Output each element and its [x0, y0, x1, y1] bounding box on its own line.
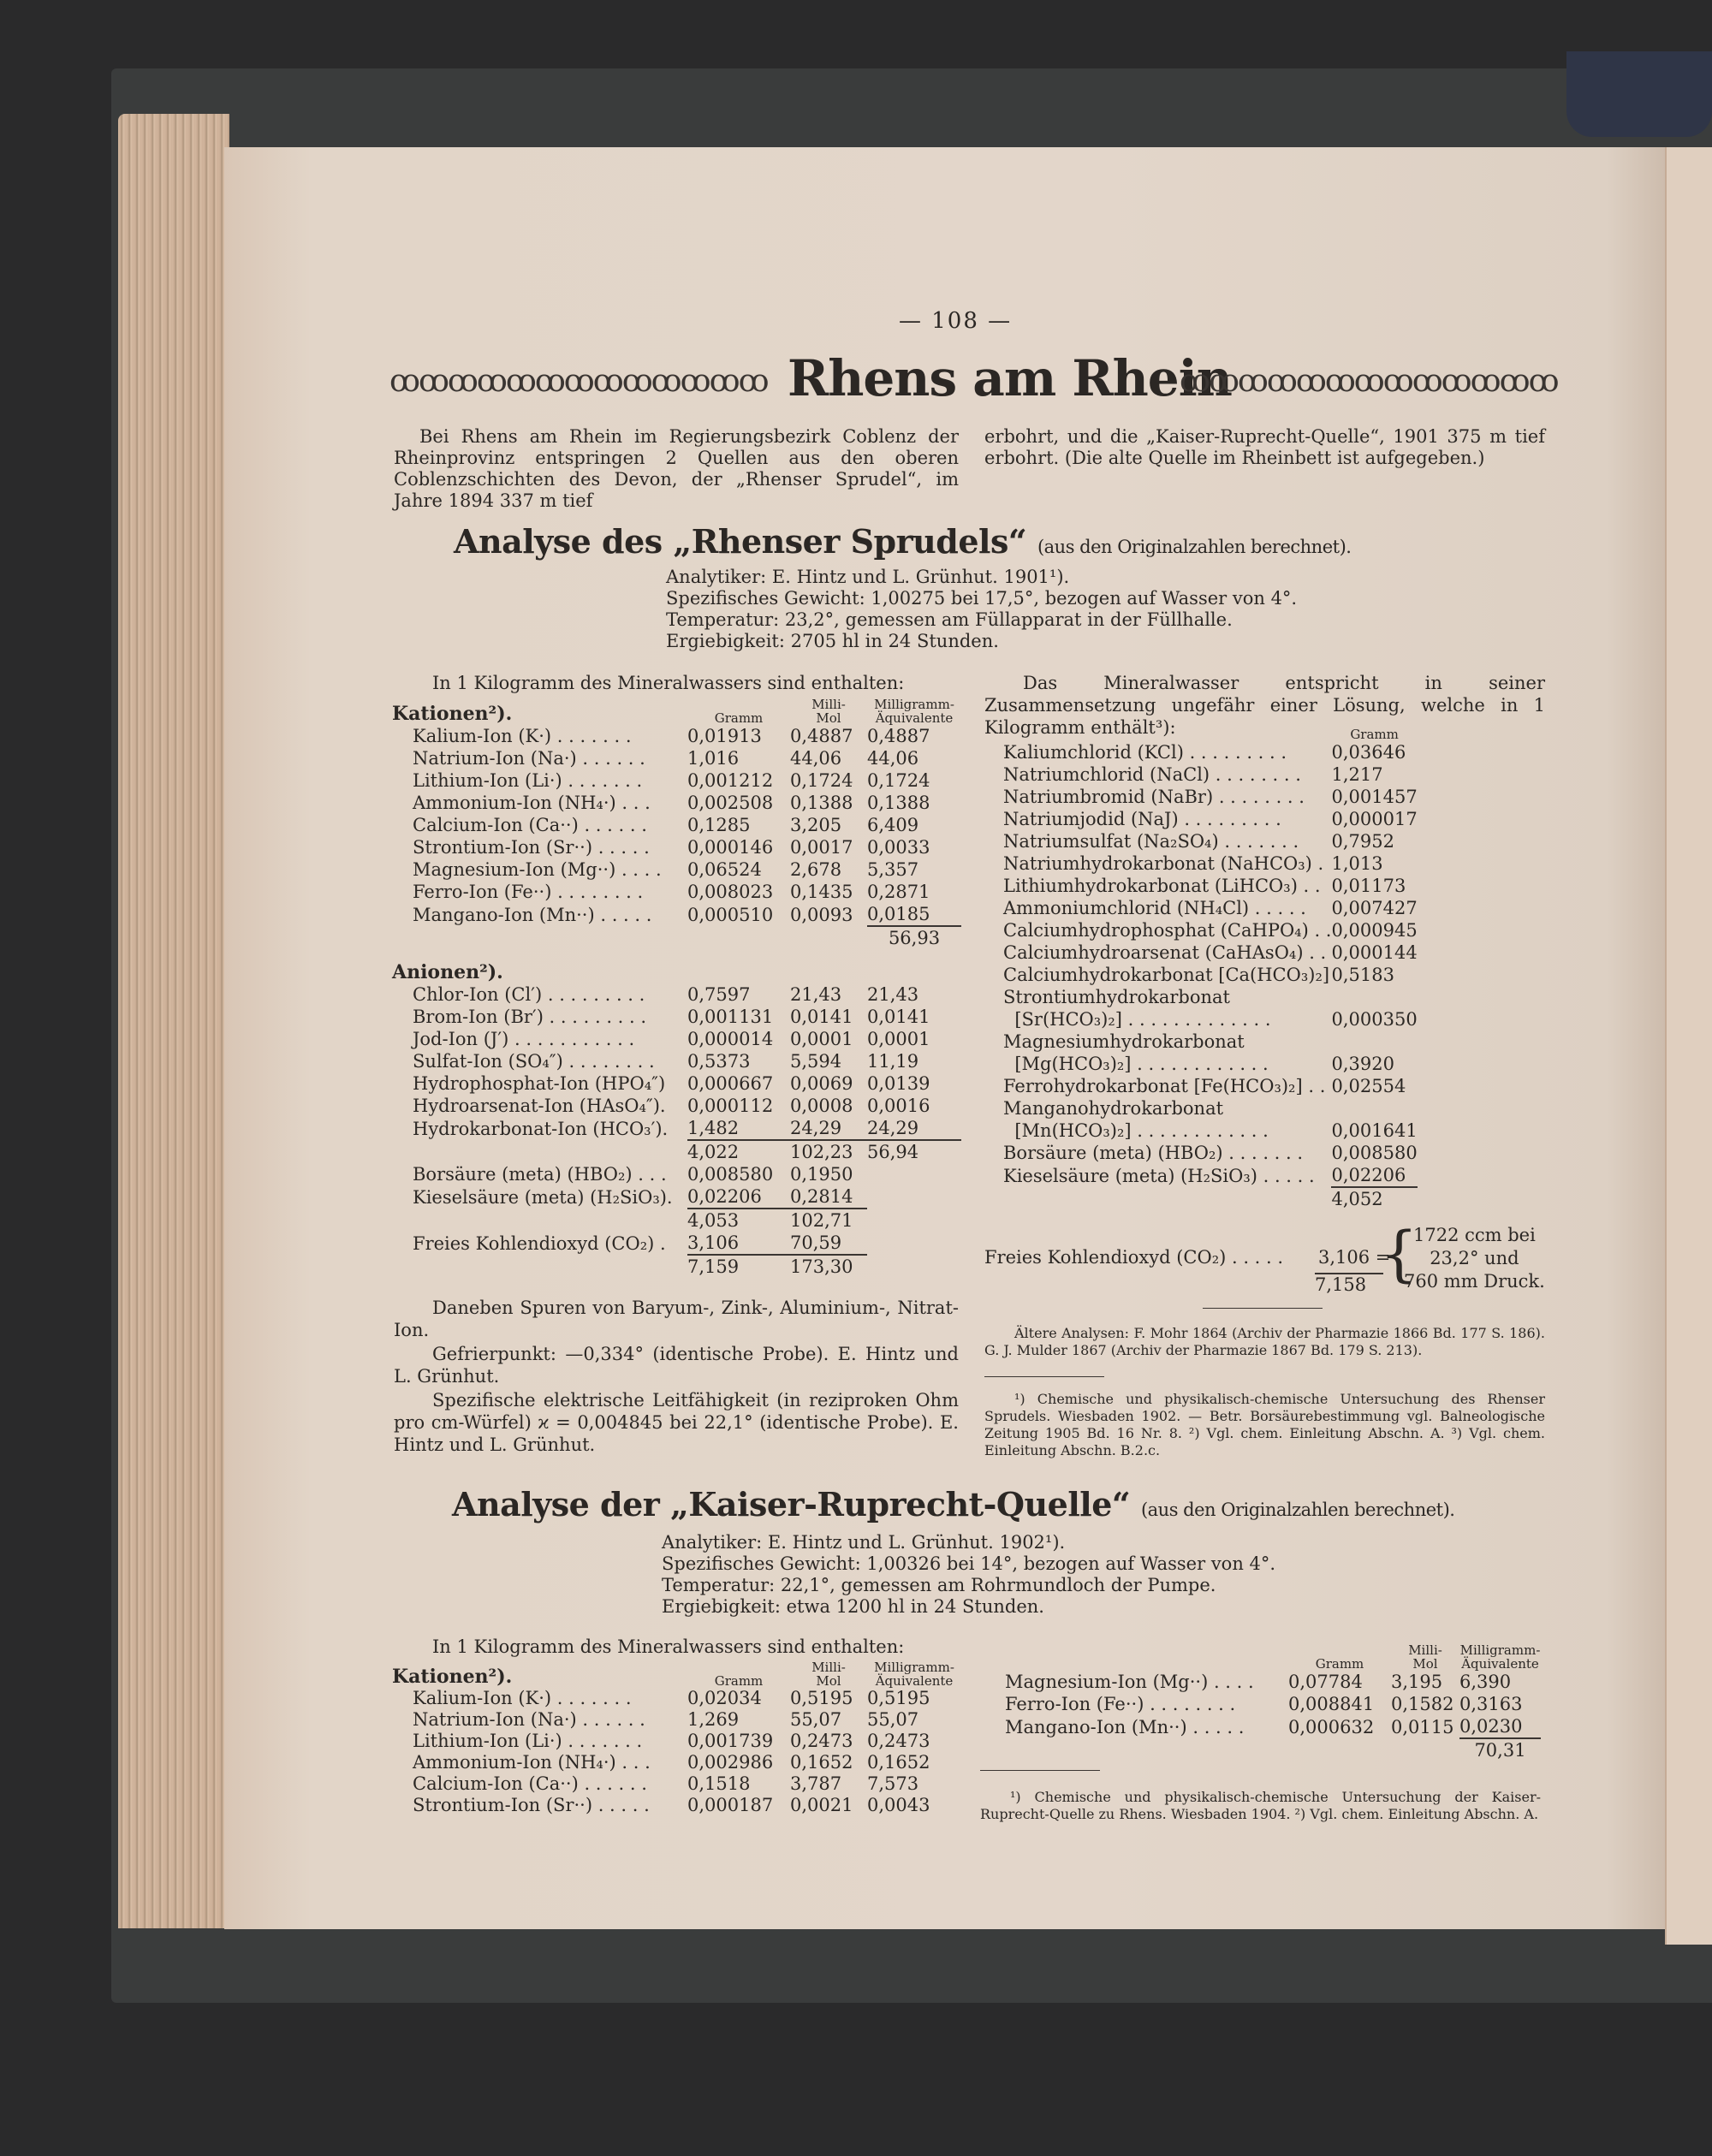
meta2-gewicht: Spezifisches Gewicht: 1,00326 bei 14°, bezogen auf Wasser von 4°. [662, 1553, 1276, 1574]
table-row [983, 1030, 1418, 1053]
page-title: Rhens am Rhein [788, 349, 1232, 407]
aeltere-analysen: Ältere Analysen: F. Mohr 1864 (Archiv der Pharmazie 1866 Bd. 177 S. 186). G. J. Mulder 1867 (Archiv der Pharmazie 1867 Bd. 179 S. 213). [984, 1325, 1545, 1358]
footnote2-divider [980, 1770, 1100, 1771]
table-row [392, 858, 961, 881]
table-row [983, 1097, 1418, 1120]
meta2-ergiebigkeit: Ergiebigkeit: etwa 1200 hl in 24 Stunden. [662, 1596, 1044, 1617]
cell-mmol: 0,0141 [790, 1007, 853, 1027]
cell-meq: 6,390 [1459, 1672, 1512, 1692]
cell-mmol: 0,0093 [790, 905, 853, 925]
row-label: Mangano-Ion (Mn··) . . . . . [413, 905, 652, 925]
cell-g: 0,000667 [687, 1073, 774, 1094]
row-label: Manganohydrokarbonat [1003, 1098, 1224, 1119]
table-row [392, 1795, 961, 1816]
cell-g: 0,5373 [687, 1051, 751, 1072]
row-label: Sulfat-Ion (SO₄″) . . . . . . . . [413, 1051, 655, 1072]
page-edge-stack [118, 114, 229, 1928]
cell-meq: 0,2871 [867, 882, 930, 902]
col2-mval-2: Äquivalente [875, 1673, 954, 1689]
sauren-sum-g: 4,053 [687, 1209, 790, 1232]
table-row [392, 725, 961, 747]
table-row [392, 1752, 961, 1773]
col-millimol-1: Milli- [811, 697, 846, 712]
cell-g: 0,06524 [687, 859, 762, 880]
cell-meq: 0,0185 [867, 904, 930, 924]
cell-g: 0,02206 [687, 1186, 762, 1207]
analysis2-ion-table-left [392, 1660, 961, 1816]
row-label: Natriumhydrokarbonat (NaHCO₃) . [1003, 853, 1324, 874]
cell-meq: 6,409 [867, 815, 919, 835]
salt-co2-label: Freies Kohlendioxyd (CO₂) . . . . . [984, 1247, 1284, 1268]
row-label: Strontium-Ion (Sr··) . . . . . [413, 1795, 650, 1815]
cell-mmol: 0,5195 [790, 1688, 853, 1708]
table-row [392, 1006, 961, 1028]
table-row [983, 1164, 1418, 1187]
table-row [983, 1008, 1418, 1030]
cell-g: 0,7597 [687, 984, 751, 1005]
table-row [983, 919, 1418, 941]
cell-g: 0,000014 [687, 1029, 774, 1049]
col2-gramm: Gramm [714, 1673, 764, 1689]
co2-volume-3: 760 mm Druck. [1404, 1271, 1545, 1292]
kationen2-sum-meq: 70,31 [1459, 1738, 1541, 1761]
ionen-sum-meq: 56,94 [867, 1140, 961, 1163]
table-row [392, 814, 961, 836]
table-row [392, 792, 961, 814]
cell-meq: 0,5195 [867, 1688, 930, 1708]
cell-g: 0,001641 [1331, 1120, 1418, 1141]
row-label: [Mg(HCO₃)₂] . . . . . . . . . . . . [1003, 1054, 1269, 1074]
meta-analytiker: Analytiker: E. Hintz und L. Grünhut. 1901¹). [666, 567, 1070, 587]
cell-g: 0,002986 [687, 1752, 774, 1773]
row-label: Hydroarsenat-Ion (HAsO₄″). [413, 1096, 666, 1116]
cell-meq: 11,19 [867, 1051, 919, 1072]
cell-g [1331, 986, 1417, 1008]
analysis1-footnotes: ¹) Chemische und physikalisch-chemische Untersuchung des Rhenser Sprudels. Wiesbaden 1902. — Betr. Borsäurebestimmung vgl. Balneologische Zeitung 1905 Bd. 16 Nr. 8. ²) Vgl. chem. Einleitung Abschn. A. ³) Vgl. chem. Einleitung Abschn. B.2.c. [984, 1391, 1545, 1458]
cell-g: 0,000017 [1331, 809, 1418, 829]
table-row [392, 1773, 961, 1795]
cell-meq: 0,0033 [867, 837, 930, 858]
table-row [392, 1163, 961, 1185]
row-label: Natriumsulfat (Na₂SO₄) . . . . . . . [1003, 831, 1299, 852]
cell-g: 0,02554 [1331, 1076, 1406, 1096]
table-row [392, 747, 961, 769]
analysis1-title: Analyse des „Rhenser Sprudels“ [454, 522, 1027, 561]
row-label: Jod-Ion (J′) . . . . . . . . . . . [413, 1029, 635, 1049]
cell-g: 0,02034 [687, 1688, 762, 1708]
cell-g: 0,008841 [1288, 1694, 1375, 1714]
salt-table [983, 728, 1418, 1210]
kationen-label: Kationen²). [392, 703, 513, 725]
co2-row [392, 1232, 961, 1255]
cell-g: 0,008580 [687, 1164, 774, 1185]
analysis2-footnotes: ¹) Chemische und physikalisch-chemische Untersuchung der Kaiser-Ruprecht-Quelle zu Rhens. Wiesbaden 1904. ²) Vgl. chem. Einleitung Abschn. A. [980, 1789, 1541, 1822]
table-row [392, 836, 961, 858]
cell-g: 0,008023 [687, 882, 774, 902]
col3-millimol-2: Mol [1412, 1656, 1438, 1672]
cell-mmol: 0,2814 [790, 1186, 853, 1207]
cell-g: 0,07784 [1288, 1672, 1363, 1692]
analysis2-meta [662, 1532, 1275, 1618]
cell-g: 0,7952 [1331, 831, 1394, 852]
row-label: Kalium-Ion (K·) . . . . . . . [413, 1688, 632, 1708]
cell-g: 0,001212 [687, 770, 774, 791]
cell-g [1331, 1097, 1417, 1120]
col-mval [867, 698, 961, 725]
book-spine-ribbon [1566, 51, 1712, 137]
cell-mmol: 5,594 [790, 1051, 842, 1072]
cell-meq: 0,0043 [867, 1795, 930, 1815]
table-row [983, 1120, 1418, 1142]
row-label: Mangano-Ion (Mn··) . . . . . [1005, 1717, 1245, 1737]
total-g: 7,159 [687, 1255, 790, 1278]
cell-g: 0,1518 [687, 1773, 751, 1794]
row-label: Natriumbromid (NaBr) . . . . . . . . [1003, 787, 1305, 807]
col3-mval-1: Milligramm- [1459, 1642, 1541, 1658]
analysis1-intro-line: In 1 Kilogramm des Mineralwassers sind enthalten: [432, 673, 905, 693]
ornament-left: ꝏꝏꝏꝏꝏꝏꝏꝏꝏꝏꝏꝏꝏ [389, 364, 768, 399]
row-label: Calciumhydroarsenat (CaHAsO₄) . . [1003, 942, 1327, 963]
table-row [392, 769, 961, 792]
table-row [392, 1095, 961, 1117]
cell-g: 1,269 [687, 1709, 740, 1730]
row-label: Hydrokarbonat-Ion (HCO₃′). [413, 1119, 669, 1139]
cell-meq: 0,1724 [867, 770, 930, 791]
col2-millimol-1: Milli- [811, 1660, 846, 1675]
table-row [984, 1671, 1541, 1693]
table-row [983, 964, 1418, 986]
page-number: — 108 — [899, 308, 1013, 334]
cell-mmol: 24,29 [790, 1118, 842, 1138]
co2-mmol: 70,59 [790, 1232, 842, 1253]
cell-meq: 55,07 [867, 1709, 919, 1730]
row-label: Lithium-Ion (Li·) . . . . . . . [413, 770, 643, 791]
co2-volume-2: 23,2° und [1430, 1248, 1519, 1268]
row-label: Hydrophosphat-Ion (HPO₄″) [413, 1073, 666, 1094]
cell-g: 0,002508 [687, 793, 774, 813]
cell-g: 0,03646 [1331, 742, 1406, 763]
analysis2-title: Analyse der „Kaiser-Ruprecht-Quelle“ [452, 1485, 1131, 1523]
cell-mmol: 0,1582 [1391, 1694, 1454, 1714]
analysis2-heading [452, 1485, 1454, 1523]
analysis2-intro-line: In 1 Kilogramm des Mineralwassers sind enthalten: [432, 1636, 905, 1657]
table-row [984, 1693, 1541, 1715]
cell-g: 0,3920 [1331, 1054, 1394, 1074]
cell-mmol: 44,06 [790, 748, 842, 769]
table-row [392, 1185, 961, 1209]
cell-g: 0,007427 [1331, 898, 1418, 918]
salt-intro: Das Mineralwasser entspricht in seiner Zusammensetzung ungefähr einer Lösung, welche in 1 Kilogramm enthält³): [984, 673, 1545, 738]
meta-ergiebigkeit: Ergiebigkeit: 2705 hl in 24 Stunden. [666, 631, 999, 651]
col2-millimol-2: Mol [816, 1673, 841, 1689]
table-row [392, 903, 961, 926]
analysis2-subtitle: (aus den Originalzahlen berechnet). [1140, 1500, 1455, 1520]
analysis1-notes [394, 1297, 959, 1456]
table-row [983, 763, 1418, 786]
row-label: Ferro-Ion (Fe··) . . . . . . . . [1005, 1694, 1236, 1714]
col3-millimol [1391, 1643, 1459, 1671]
cell-mmol: 3,205 [790, 815, 842, 835]
cell-meq: 24,29 [867, 1118, 919, 1138]
note-leitfaehigkeit: Spezifische elektrische Leitfähigkeit (in reziproken Ohm pro cm-Würfel) ϰ = 0,004845 bei 22,1° (identische Probe). E. Hintz und L. Grünhut. [394, 1390, 959, 1455]
col3-mval-2: Äquivalente [1461, 1656, 1539, 1672]
table-row [983, 897, 1418, 919]
kationen2-label: Kationen²). [392, 1666, 513, 1688]
row-label: Brom-Ion (Br′) . . . . . . . . . [413, 1007, 647, 1027]
cell-meq: 0,1652 [867, 1752, 930, 1773]
table-row [392, 1709, 961, 1731]
row-label: Ferro-Ion (Fe··) . . . . . . . . [413, 882, 644, 902]
cell-g [1331, 1030, 1417, 1053]
col3-mval [1459, 1643, 1541, 1671]
row-label: Ammoniumchlorid (NH₄Cl) . . . . . [1003, 898, 1306, 918]
table-row [392, 881, 961, 903]
row-label: Strontium-Ion (Sr··) . . . . . [413, 837, 650, 858]
table-row [983, 1075, 1418, 1097]
table-row [983, 1053, 1418, 1075]
divider [1203, 1308, 1323, 1309]
table-row [983, 875, 1418, 897]
cell-g: 0,001739 [687, 1731, 774, 1751]
cell-meq: 7,573 [867, 1773, 919, 1794]
table-row [984, 1715, 1541, 1738]
cell-g: 1,217 [1331, 764, 1383, 785]
row-label: Magnesium-Ion (Mg··) . . . . [1005, 1672, 1254, 1692]
table-row [983, 986, 1418, 1008]
cell-meq: 0,0001 [867, 1029, 930, 1049]
table-row [983, 741, 1418, 763]
anionen-label: Anionen²). [392, 961, 503, 983]
col2-millimol [790, 1660, 867, 1688]
cell-mmol: 0,1388 [790, 793, 853, 813]
cell-mmol: 2,678 [790, 859, 842, 880]
cell-mmol: 0,0017 [790, 837, 853, 858]
row-label: Calciumhydrokarbonat [Ca(HCO₃)₂] [1003, 965, 1330, 985]
cell-mmol: 0,0115 [1391, 1717, 1454, 1737]
meta-temperatur: Temperatur: 23,2°, gemessen am Füllapparat in der Füllhalle. [666, 609, 1233, 630]
row-label: [Mn(HCO₃)₂] . . . . . . . . . . . . [1003, 1120, 1269, 1141]
row-label: Magnesium-Ion (Mg··) . . . . [413, 859, 662, 880]
cell-g: 0,000632 [1288, 1717, 1375, 1737]
cell-mmol: 0,1435 [790, 882, 853, 902]
analysis1-meta [666, 567, 1297, 652]
cell-mmol: 0,1950 [790, 1164, 853, 1185]
cell-g: 1,482 [687, 1118, 740, 1138]
cell-g: 1,013 [1331, 853, 1383, 874]
analysis1-heading [454, 522, 1351, 561]
row-label: Lithium-Ion (Li·) . . . . . . . [413, 1731, 643, 1751]
cell-mmol: 55,07 [790, 1709, 842, 1730]
cell-meq: 44,06 [867, 748, 919, 769]
cell-g: 0,02206 [1331, 1165, 1406, 1185]
meta-gewicht: Spezifisches Gewicht: 1,00275 bei 17,5°, bezogen auf Wasser von 4°. [666, 588, 1298, 609]
cell-mmol: 0,2473 [790, 1731, 853, 1751]
row-label: Kieselsäure (meta) (H₂SiO₃). [413, 1187, 673, 1208]
table-row [392, 1050, 961, 1072]
co2-volume [1404, 1224, 1545, 1293]
cell-mmol: 3,787 [790, 1773, 842, 1794]
cell-meq: 5,357 [867, 859, 919, 880]
cell-mmol: 0,0001 [790, 1029, 853, 1049]
cell-g: 0,1285 [687, 815, 751, 835]
salt-co2-value: 3,106 = [1318, 1247, 1391, 1268]
table-row [392, 1072, 961, 1095]
table-row [392, 1731, 961, 1752]
row-label: Natriumjodid (NaJ) . . . . . . . . . [1003, 809, 1281, 829]
cell-meq: 0,4887 [867, 726, 930, 746]
col-mval-1: Milligramm- [874, 697, 954, 712]
table-row [392, 1028, 961, 1050]
col3-millimol-1: Milli- [1408, 1642, 1442, 1658]
cell-meq: 0,2473 [867, 1731, 930, 1751]
ionen-sum-g: 4,022 [687, 1140, 790, 1163]
cell-g: 0,01173 [1331, 876, 1406, 896]
table-row [392, 1688, 961, 1709]
facing-page-edge [1665, 147, 1712, 1945]
row-label: Natrium-Ion (Na·) . . . . . . [413, 748, 645, 769]
salt-total: 7,158 [1315, 1273, 1383, 1295]
col2-mval-1: Milligramm- [874, 1660, 954, 1675]
row-label: Calciumhydrophosphat (CaHPO₄) . . [1003, 920, 1332, 941]
intro-right: erbohrt, und die „Kaiser-Ruprecht-Quelle“, 1901 375 m tief erbohrt. (Die alte Quelle im Rheinbett ist aufgegeben.) [984, 426, 1545, 468]
row-label: Natrium-Ion (Na·) . . . . . . [413, 1709, 645, 1730]
cell-g: 0,008580 [1331, 1143, 1418, 1163]
brace-icon: { [1380, 1219, 1418, 1289]
ornament-right: ꝏꝏꝏꝏꝏꝏꝏꝏꝏꝏꝏꝏꝏ [1180, 364, 1558, 399]
row-label: Chlor-Ion (Cl′) . . . . . . . . . [413, 984, 645, 1005]
salt-sum: 4,052 [1331, 1187, 1417, 1210]
cell-mmol: 0,1724 [790, 770, 853, 791]
cell-g: 0,5183 [1331, 965, 1394, 985]
row-label: Strontiumhydrokarbonat [1003, 987, 1230, 1007]
table-row [983, 808, 1418, 830]
row-label: Ferrohydrokarbonat [Fe(HCO₃)₂] . . [1003, 1076, 1326, 1096]
cell-g: 0,000510 [687, 905, 774, 925]
cell-g: 0,000112 [687, 1096, 774, 1116]
row-label: Ammonium-Ion (NH₄·) . . . [413, 793, 651, 813]
total-mmol: 173,30 [790, 1255, 867, 1278]
row-label: Calcium-Ion (Ca··) . . . . . . [413, 1773, 647, 1794]
col2-mval [867, 1660, 961, 1688]
cell-g: 0,001457 [1331, 787, 1418, 807]
sauren-sum-mmol: 102,71 [790, 1209, 867, 1232]
col-gramm: Gramm [714, 710, 764, 726]
row-label: Lithiumhydrokarbonat (LiHCO₃) . . [1003, 876, 1321, 896]
kationen-sum-meq: 56,93 [867, 926, 961, 949]
row-label: Calcium-Ion (Ca··) . . . . . . [413, 815, 647, 835]
row-label: Natriumchlorid (NaCl) . . . . . . . . [1003, 764, 1301, 785]
col-millimol-2: Mol [816, 710, 841, 726]
cell-meq: 0,0139 [867, 1073, 930, 1094]
row-label: Kalium-Ion (K·) . . . . . . . [413, 726, 632, 746]
analysis1-subtitle: (aus den Originalzahlen berechnet). [1037, 537, 1352, 557]
col3-gramm: Gramm [1315, 1656, 1364, 1672]
footnote-divider [984, 1376, 1104, 1377]
cell-mmol: 0,4887 [790, 726, 853, 746]
cell-meq: 0,3163 [1459, 1694, 1523, 1714]
row-label: Magnesiumhydrokarbonat [1003, 1031, 1245, 1052]
co2-label: Freies Kohlendioxyd (CO₂) . [413, 1233, 666, 1254]
row-label: [Sr(HCO₃)₂] . . . . . . . . . . . . . [1003, 1009, 1271, 1030]
cell-g: 0,01913 [687, 726, 762, 746]
table-row [392, 1117, 961, 1140]
intro-left: Bei Rhens am Rhein im Regierungsbezirk Coblenz der Rheinprovinz entspringen 2 Quellen aus den oberen Coblenzschichten des Devon, der „Rhenser Sprudel“, im Jahre 1894 337 m tief [394, 426, 959, 511]
row-label: Ammonium-Ion (NH₄·) . . . [413, 1752, 651, 1773]
cell-g: 0,000350 [1331, 1009, 1418, 1030]
note-gefrierpunkt: Gefrierpunkt: —0,334° (identische Probe). E. Hintz und L. Grünhut. [394, 1344, 959, 1387]
cell-g: 0,001131 [687, 1007, 774, 1027]
col-millimol [790, 698, 867, 725]
table-row [983, 830, 1418, 852]
cell-g: 0,000144 [1331, 942, 1418, 963]
ionen-sum-mmol: 102,23 [790, 1140, 867, 1163]
meta2-analytiker: Analytiker: E. Hintz und L. Grünhut. 1902¹). [662, 1532, 1066, 1553]
cell-g: 1,016 [687, 748, 740, 769]
cell-mmol: 3,195 [1391, 1672, 1443, 1692]
cell-g: 0,000187 [687, 1795, 774, 1815]
cell-meq: 0,0016 [867, 1096, 930, 1116]
cell-meq: 0,0141 [867, 1007, 930, 1027]
row-label: Kaliumchlorid (KCl) . . . . . . . . . [1003, 742, 1287, 763]
cell-mmol: 21,43 [790, 984, 842, 1005]
table-row [392, 983, 961, 1006]
cell-mmol: 0,1652 [790, 1752, 853, 1773]
col-mval-2: Äquivalente [875, 710, 954, 726]
cell-g: 0,000945 [1331, 920, 1418, 941]
cell-meq: 21,43 [867, 984, 919, 1005]
table-row [983, 852, 1418, 875]
meta2-temperatur: Temperatur: 22,1°, gemessen am Rohrmundloch der Pumpe. [662, 1575, 1216, 1595]
co2-volume-1: 1722 ccm bei [1413, 1225, 1536, 1245]
table-row [983, 1142, 1418, 1164]
note-spuren: Daneben Spuren von Baryum-, Zink-, Aluminium-, Nitrat-Ion. [394, 1298, 959, 1340]
cell-meq: 0,1388 [867, 793, 930, 813]
cell-mmol: 0,0069 [790, 1073, 853, 1094]
co2-g: 3,106 [687, 1232, 740, 1253]
cell-meq: 0,0230 [1459, 1716, 1523, 1737]
table-row [983, 786, 1418, 808]
analysis2-ion-table-right [984, 1643, 1541, 1761]
row-label: Borsäure (meta) (HBO₂) . . . . . . . [1003, 1143, 1304, 1163]
cell-mmol: 0,0008 [790, 1096, 853, 1116]
table-row [983, 941, 1418, 964]
analysis1-ion-table [392, 698, 961, 1278]
cell-g: 0,000146 [687, 837, 774, 858]
row-label: Borsäure (meta) (HBO₂) . . . [413, 1164, 667, 1185]
row-label: Kieselsäure (meta) (H₂SiO₃) . . . . . [1003, 1166, 1315, 1186]
salt-col-gramm: Gramm [1350, 727, 1399, 742]
cell-mmol: 0,0021 [790, 1795, 853, 1815]
